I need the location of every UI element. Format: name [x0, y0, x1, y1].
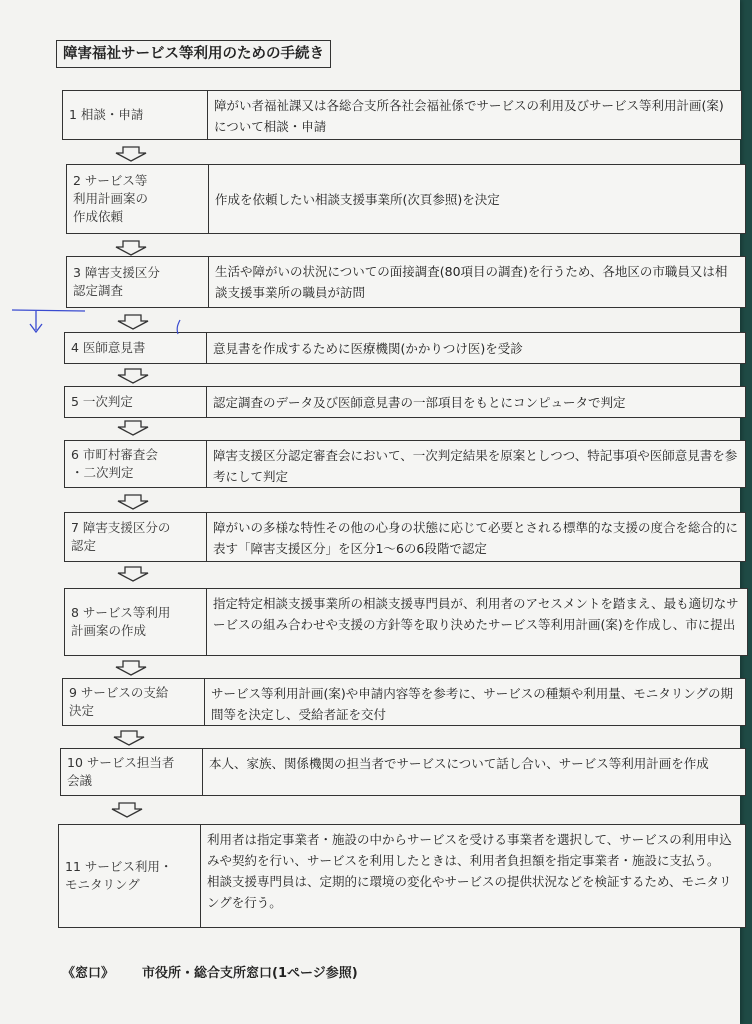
step-description: 作成を依頼したい相談支援事業所(次頁参照)を決定 — [215, 191, 500, 207]
step-description: サービス等利用計画(案)や申請内容等を参考に、サービスの種類や利用量、モニタリングの期間等を決定し、受給者証を交付 — [211, 686, 734, 722]
step-2 — [66, 164, 746, 234]
step-label: 4 医師意見書 — [65, 333, 207, 363]
pen-annotation-arrow-icon — [10, 300, 220, 345]
step-5 — [64, 386, 746, 418]
step-label: 6 市町村審査会 ・二次判定 — [65, 441, 207, 487]
step-1 — [62, 90, 742, 140]
step-label: 7 障害支援区分の 認定 — [65, 513, 207, 561]
step-description: 本人、家族、関係機関の担当者でサービスについて話し合い、サービス等利用計画を作成 — [209, 756, 709, 771]
step-label: 11 サービス利用・ モニタリング — [59, 825, 201, 927]
step-description-part-2: 相談支援専門員は、定期的に環境の変化やサービスの提供状況などを検証するため、モニタリングを行う。 — [207, 874, 732, 910]
down-arrow-icon — [114, 240, 148, 256]
down-arrow-icon — [110, 802, 144, 818]
down-arrow-icon — [112, 730, 146, 746]
down-arrow-icon — [116, 566, 150, 582]
footer-text: 市役所・総合支所窓口(1ページ参照) — [142, 966, 358, 981]
step-description-part-1: 利用者は指定事業者・施設の中からサービスを受ける事業者を選択して、サービスの利用申込みや契約を行い、サービスを利用したときは、利用者負担額を指定事業者・施設に支払う。 — [207, 832, 732, 868]
step-description: 障がい者福祉課又は各総合支所各社会福祉係でサービスの利用及びサービス等利用計画(案)について相談・申請 — [214, 98, 724, 134]
step-label: 8 サービス等利用 計画案の作成 — [65, 589, 207, 655]
contact-footer — [62, 962, 358, 981]
down-arrow-icon — [114, 146, 148, 162]
footer-label: 《窓口》 — [62, 966, 115, 981]
step-label: 9 サービスの支給 決定 — [63, 679, 205, 725]
step-description: 意見書を作成するために医療機関(かかりつけ医)を受診 — [213, 340, 523, 356]
down-arrow-icon — [116, 494, 150, 510]
step-description: 認定調査のデータ及び医師意見書の一部項目をもとにコンピュータで判定 — [213, 394, 626, 410]
step-description: 指定特定相談支援事業所の相談支援専門員が、利用者のアセスメントを踏まえ、最も適切なサービスの組み合わせや支援の方針等を取り決めたサービス等利用計画(案)を作成し、市に提出 — [213, 596, 739, 632]
step-8 — [64, 588, 748, 656]
step-9 — [62, 678, 746, 726]
down-arrow-icon — [114, 660, 148, 676]
step-description: 障害支援区分認定審査会において、一次判定結果を原案としつつ、特記事項や医師意見書を参考にして判定 — [213, 448, 738, 484]
step-label: 1 相談・申請 — [63, 91, 208, 139]
step-description — [201, 825, 745, 927]
step-11 — [58, 824, 746, 928]
page-title: 障害福祉サービス等利用のための手続き — [56, 40, 331, 68]
step-6 — [64, 440, 746, 488]
down-arrow-icon — [116, 420, 150, 436]
step-label: 3 障害支援区分 認定調査 — [67, 257, 209, 307]
step-label: 10 サービス担当者 会議 — [61, 749, 203, 795]
step-description: 障がいの多様な特性その他の心身の状態に応じて必要とされる標準的な支援の度合を総合的に表す「障害支援区分」を区分1～6の6段階で認定 — [213, 520, 739, 556]
step-label: 5 一次判定 — [65, 387, 207, 417]
step-description: 生活や障がいの状況についての面接調査(80項目の調査)を行うため、各地区の市職員又は相談支援事業所の職員が訪問 — [215, 264, 728, 300]
step-label: 2 サービス等 利用計画案の 作成依頼 — [67, 165, 209, 233]
step-10 — [60, 748, 746, 796]
down-arrow-icon — [116, 368, 150, 384]
step-7 — [64, 512, 746, 562]
